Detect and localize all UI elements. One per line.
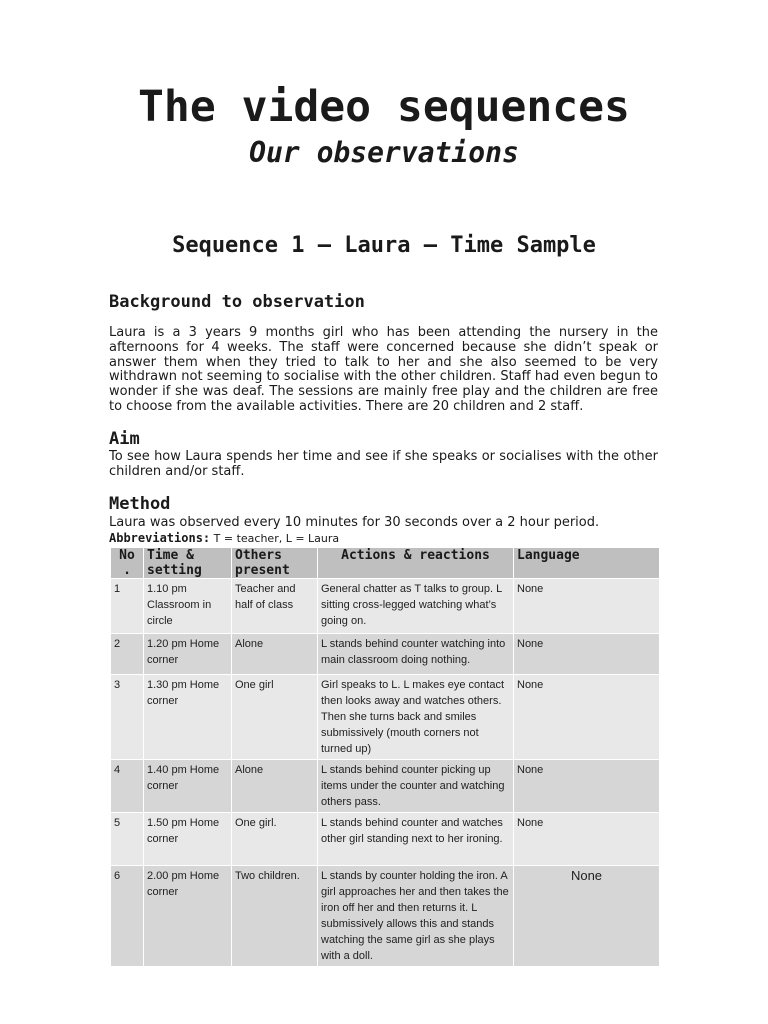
cell-actions: L stands behind counter watching into main classroom doing nothing.	[318, 634, 514, 675]
cell-actions: General chatter as T talks to group. L sitting cross-legged watching what’s going on.	[318, 579, 514, 634]
table-row	[111, 675, 660, 760]
cell-no: 6	[111, 866, 144, 967]
cell-language: None	[514, 675, 660, 760]
column-header-time: Time & setting	[144, 548, 232, 579]
cell-time: 1.50 pm Home corner	[144, 813, 232, 866]
table-row	[111, 866, 660, 967]
cell-language: None	[514, 760, 660, 813]
cell-actions: L stands behind counter picking up items under the counter and watching others pass.	[318, 760, 514, 813]
table-row	[111, 579, 660, 634]
cell-language: None	[514, 866, 660, 967]
cell-language: None	[514, 813, 660, 866]
cell-others: Alone	[232, 760, 318, 813]
column-header-language: Language	[514, 548, 660, 579]
cell-actions: L stands behind counter and watches other girl standing next to her ironing.	[318, 813, 514, 866]
table-row	[111, 760, 660, 813]
cell-time: 1.40 pm Home corner	[144, 760, 232, 813]
observation-table	[110, 547, 660, 967]
cell-language: None	[514, 634, 660, 675]
abbreviations	[109, 531, 339, 546]
table-header-row	[111, 548, 660, 579]
aim-text: To see how Laura spends her time and see if she speaks or socialises with the other children and/or staff.	[109, 449, 658, 479]
cell-others: Two children.	[232, 866, 318, 967]
background-heading: Background to observation	[109, 292, 365, 312]
cell-no: 5	[111, 813, 144, 866]
page-title: The video sequences	[138, 82, 630, 132]
cell-no: 2	[111, 634, 144, 675]
column-header-others: Others present	[232, 548, 318, 579]
cell-no: 1	[111, 579, 144, 634]
table-row	[111, 813, 660, 866]
cell-others: One girl	[232, 675, 318, 760]
sequence-heading: Sequence 1 – Laura – Time Sample	[172, 233, 596, 258]
cell-time: 1.10 pm Classroom in circle	[144, 579, 232, 634]
method-heading: Method	[109, 494, 171, 514]
cell-actions: L stands by counter holding the iron. A girl approaches her and then takes the iron off her and then returns it. L submissively allows this and stands watching the same girl as she plays with a doll.	[318, 866, 514, 967]
aim-heading: Aim	[109, 429, 140, 449]
cell-others: Alone	[232, 634, 318, 675]
column-header-actions: Actions & reactions	[318, 548, 514, 579]
cell-no: 3	[111, 675, 144, 760]
cell-time: 1.20 pm Home corner	[144, 634, 232, 675]
background-text: Laura is a 3 years 9 months girl who has been attending the nursery in the afternoons for 4 weeks. The staff were concerned because she didn’t speak or answer them when they tried to talk to her and she also seemed to be very withdrawn not seeming to socialise with the other children. Staff had even begun to wonder if she was deaf. The sessions are mainly free play and the children are free to choose from the available activities. There are 20 children and 2 staff.	[109, 325, 658, 414]
cell-time: 2.00 pm Home corner	[144, 866, 232, 967]
cell-actions: Girl speaks to L. L makes eye contact then looks away and watches others. Then she turns back and smiles submissively (mouth corners not turned up)	[318, 675, 514, 760]
cell-others: Teacher and half of class	[232, 579, 318, 634]
table-row	[111, 634, 660, 675]
cell-language: None	[514, 579, 660, 634]
cell-no: 4	[111, 760, 144, 813]
cell-time: 1.30 pm Home corner	[144, 675, 232, 760]
abbreviations-label: Abbreviations:	[109, 531, 211, 545]
abbreviations-text: T = teacher, L = Laura	[213, 532, 340, 545]
column-header-no: No .	[111, 548, 144, 579]
method-text: Laura was observed every 10 minutes for 30 seconds over a 2 hour period.	[109, 515, 600, 530]
page-subtitle: Our observations	[249, 136, 519, 169]
cell-others: One girl.	[232, 813, 318, 866]
